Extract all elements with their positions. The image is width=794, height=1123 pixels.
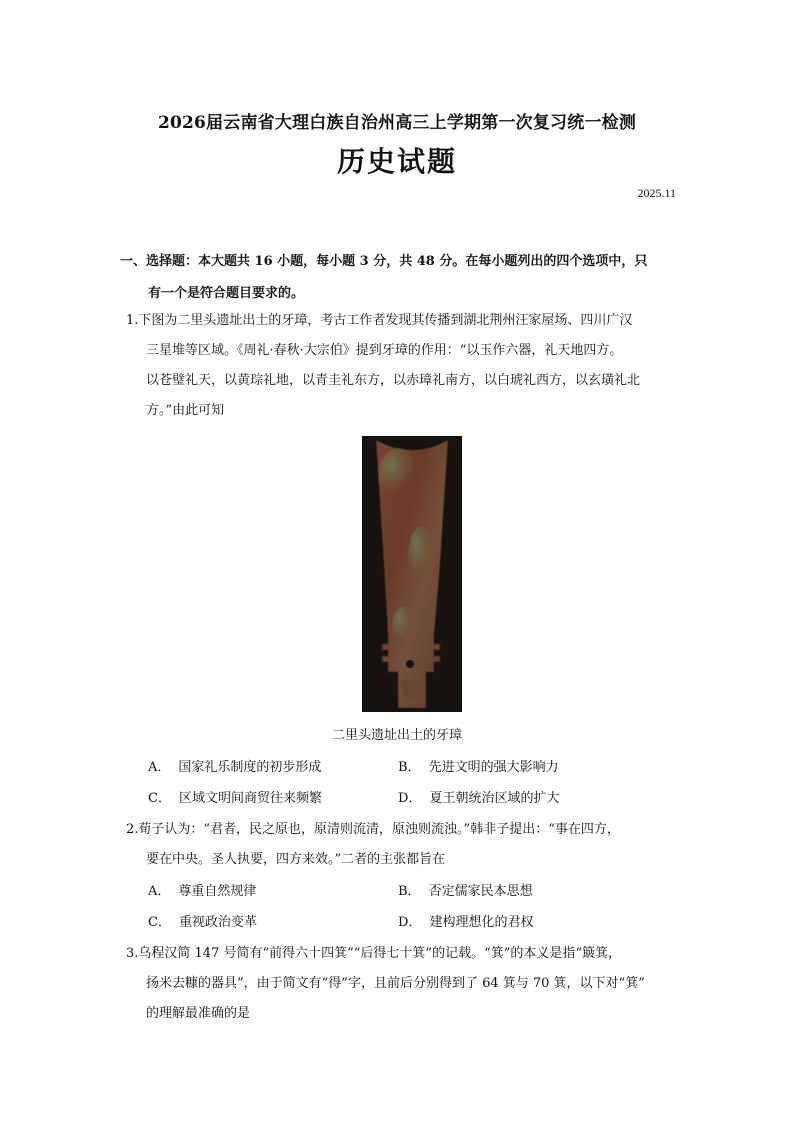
- section-heading-line-2: 有一个是符合题目要求的。: [148, 286, 305, 301]
- question-text-line: 荀子认为：“君者，民之原也，原清则流清，原浊则流浊。”韩非子提出：“事在四方，: [138, 822, 620, 837]
- options-row: [148, 876, 668, 907]
- option-c[interactable]: [148, 783, 322, 814]
- option-letter: B．: [398, 760, 421, 775]
- option-text: 建构理想化的君权: [429, 915, 534, 930]
- question-1: [126, 306, 678, 426]
- question-3: [126, 939, 678, 1029]
- subject-title: 历史试题: [336, 145, 457, 178]
- option-a[interactable]: [148, 752, 321, 783]
- yazhang-artifact-image: [362, 436, 462, 712]
- question-text-line: 要在中央。圣人执要，四方来效。”二者的主张都旨在: [146, 852, 446, 867]
- question-text-line: 方。”由此可知: [146, 403, 225, 418]
- option-d[interactable]: [398, 783, 559, 814]
- question-number: 1.: [126, 313, 139, 328]
- question-2-options: [148, 876, 668, 938]
- option-letter: A．: [148, 884, 171, 899]
- option-letter: D．: [398, 915, 422, 930]
- option-b[interactable]: [398, 876, 533, 907]
- options-row: [148, 907, 668, 938]
- option-d[interactable]: [398, 907, 533, 938]
- exam-title: 2026届云南省大理白族自治州高三上学期第一次复习统一检测: [157, 113, 637, 133]
- exam-date: 2025.11: [637, 186, 676, 200]
- figure-caption: 二里头遗址出土的牙璋: [331, 728, 462, 743]
- option-text: 国家礼乐制度的初步形成: [178, 760, 322, 775]
- option-text: 先进文明的强大影响力: [428, 760, 559, 775]
- option-letter: B．: [398, 884, 421, 899]
- question-text-line: 下图为二里头遗址出土的牙璋，考古工作者发现其传播到湖北荆州汪家屋场、四川广汉: [138, 313, 633, 328]
- option-c[interactable]: [148, 907, 257, 938]
- options-row: [148, 783, 668, 814]
- question-text-line: 以苍璧礼天，以黄琮礼地，以青圭礼东方，以赤璋礼南方，以白琥礼西方，以玄璜礼北: [146, 373, 641, 388]
- question-2: [126, 815, 678, 875]
- question-text-line: 三星堆等区域。《周礼·春秋·大宗伯》提到牙璋的作用：“以玉作六器，礼天地四方。: [146, 343, 623, 358]
- option-text: 区域文明间商贸往来频繁: [178, 791, 322, 806]
- section-heading: [120, 246, 680, 310]
- option-b[interactable]: [398, 752, 559, 783]
- option-text: 尊重自然规律: [178, 884, 257, 899]
- question-text-line: 扬米去糠的器具”，由于简文有“得”字，且前后分别得到了 64 箕与 70 箕，以下对“箕”: [146, 976, 645, 991]
- option-text: 否定儒家民本思想: [428, 884, 533, 899]
- option-a[interactable]: [148, 876, 256, 907]
- option-letter: C．: [148, 915, 171, 930]
- question-text-line: 的理解最准确的是: [146, 1006, 251, 1021]
- question-text-line: 乌程汉简 147 号简有“前得六十四箕”“后得七十箕”的记载。“箕”的本义是指“簸箕，: [138, 946, 622, 961]
- option-letter: A．: [148, 760, 171, 775]
- options-row: [148, 752, 668, 783]
- yazhang-artifact-photo: [362, 436, 462, 712]
- question-number: 2.: [126, 822, 139, 837]
- question-number: 3.: [126, 946, 139, 961]
- section-heading-line-1: 一、选择题：本大题共 16 小题，每小题 3 分，共 48 分。在每小题列出的四个选项中，只: [120, 254, 648, 269]
- option-letter: C．: [148, 791, 171, 806]
- option-text: 重视政治变革: [178, 915, 257, 930]
- option-letter: D．: [398, 791, 422, 806]
- option-text: 夏王朝统治区域的扩大: [429, 791, 560, 806]
- question-1-options: [148, 752, 668, 814]
